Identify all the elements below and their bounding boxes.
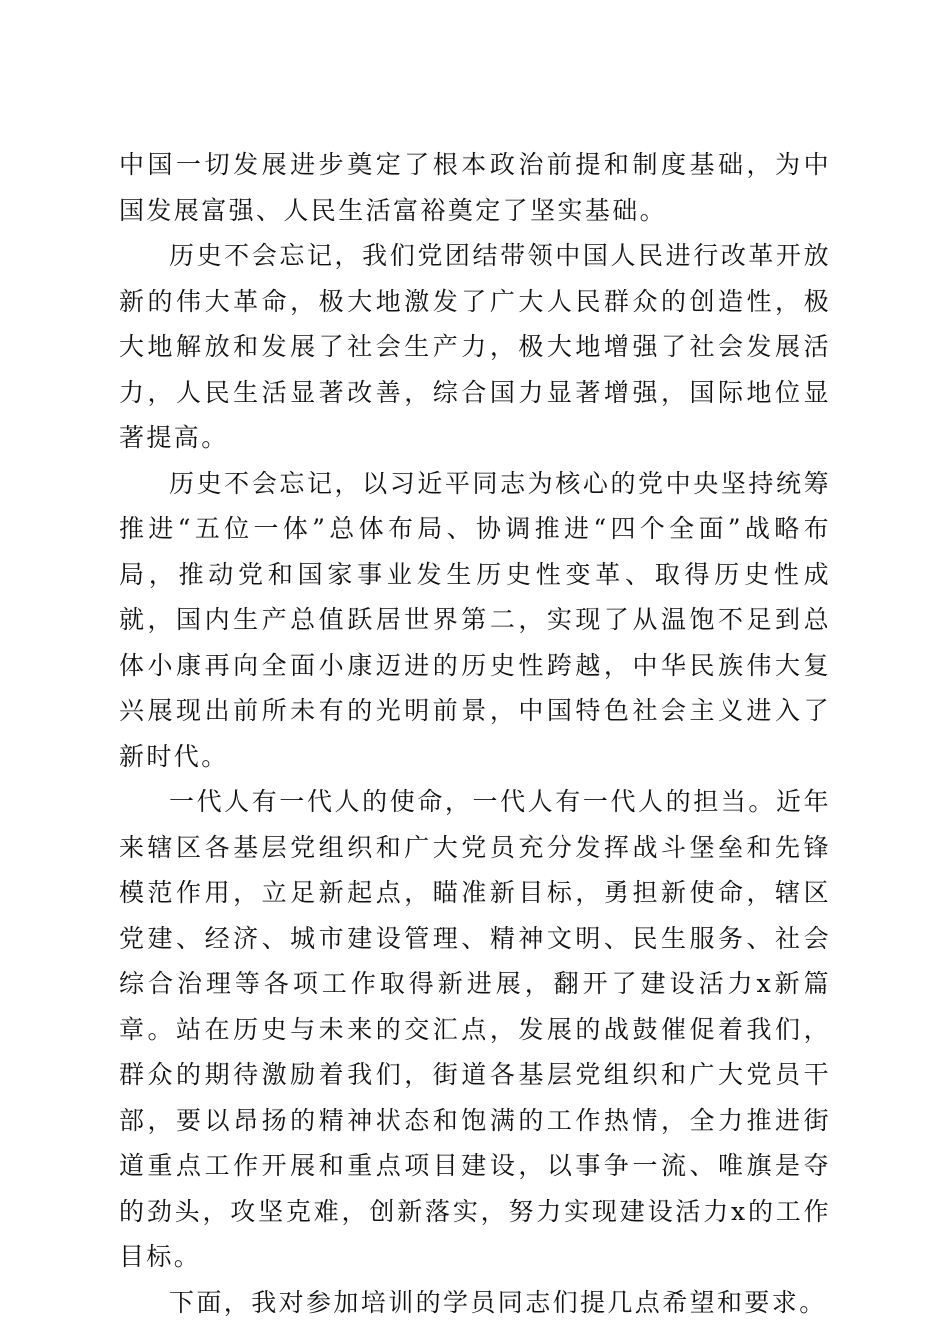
- paragraph-2: 历史不会忘记，我们党团结带领中国人民进行改革开放新的伟大革命，极大地激发了广大人民群众的创造性，极大地解放和发展了社会生产力，极大地增强了社会发展活力，人民生活显著改善，综合国力显著增强，国际地位显著提高。: [119, 241, 831, 452]
- paragraph-1: 中国一切发展进步奠定了根本政治前提和制度基础，为中国发展富强、人民生活富裕奠定了坚实基础。: [119, 150, 831, 225]
- paragraph-5: 下面，我对参加培训的学员同志们提几点希望和要求。: [169, 1287, 827, 1317]
- paragraph-3: 历史不会忘记，以习近平同志为核心的党中央坚持统筹推进“五位一体”总体布局、协调推进“四个全面”战略布局，推动党和国家事业发生历史性变革、取得历史性成就，国内生产总值跃居世界第二，实现了从温饱不足到总体小康再向全面小康迈进的历史性跨越，中华民族伟大复兴展现出前所未有的光明前景，中国特色社会主义进入了新时代。: [119, 468, 831, 771]
- document-body: [119, 142, 831, 1325]
- paragraph-4: 一代人有一代人的使命，一代人有一代人的担当。近年来辖区各基层党组织和广大党员充分发挥战斗堡垒和先锋模范作用，立足新起点，瞄准新目标，勇担新使命，辖区党建、经济、城市建设管理、精神文明、民生服务、社会综合治理等各项工作取得新进展，翻开了建设活力x新篇章。站在历史与未来的交汇点，发展的战鼓催促着我们，群众的期待激励着我们，街道各基层党组织和广大党员干部，要以昂扬的精神状态和饱满的工作热情，全力推进街道重点工作开展和重点项目建设，以事争一流、唯旗是夺的劲头，攻坚克难，创新落实，努力实现建设活力x的工作目标。: [119, 787, 831, 1271]
